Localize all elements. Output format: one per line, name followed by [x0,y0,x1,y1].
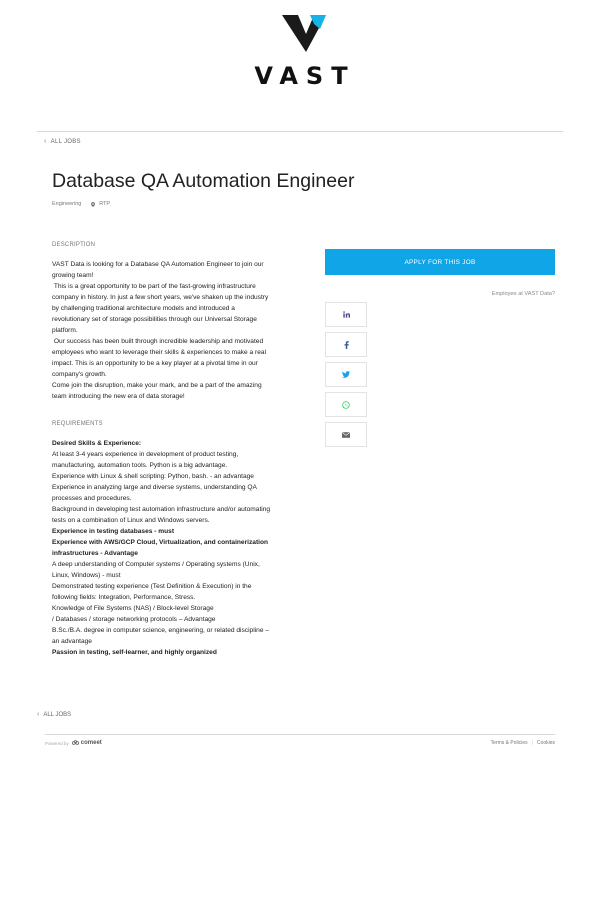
footer-separator: | [531,740,533,746]
linkedin-icon [343,311,350,318]
requirement-line: Experience in testing databases - must [52,528,175,535]
job-meta [52,201,110,207]
footer-divider [45,734,555,735]
requirement-line: A deep understanding of Computer systems / Operating systems (Unix, Linux, Windows) - must [52,561,260,579]
requirement-line: Experience with Linux & shell scripting: Python, bash. - an advantage [52,473,254,480]
job-details [52,240,272,658]
share-linkedin-button[interactable] [325,302,367,327]
description-heading: DESCRIPTION [52,242,96,248]
description-body [52,259,272,402]
powered-by-label: Powered by [45,740,69,746]
chevron-left-icon: ‹ [37,711,40,718]
comeet-logo-link[interactable] [72,740,102,746]
all-jobs-link-bottom[interactable] [37,711,71,718]
header-divider [37,131,563,132]
share-whatsapp-button[interactable] [325,392,367,417]
comeet-wordmark: comeet [80,740,102,746]
requirement-line: Experience in analyzing large and diverse systems, understanding QA processes and procedures. [52,484,257,502]
all-jobs-link-top[interactable] [44,138,81,145]
facebook-icon [344,341,349,349]
job-department: Engineering [52,201,82,207]
requirement-line: At least 3-4 years experience in development of product testing, manufacturing, automation tools. Python is a big advantage. [52,451,239,469]
terms-policies-link[interactable]: Terms & Policies [490,740,528,746]
requirement-line: Background in developing test automation infrastructure and/or automating tests on a combination of Linux and Windows servers. [52,506,271,524]
meta-separator: · [85,201,88,207]
requirements-body [52,438,272,658]
requirement-line: Desired Skills & Experience: [52,440,142,447]
requirement-line: Knowledge of File Systems (NAS) / Block-level Storage [52,605,214,612]
brand-wordmark: VAST [254,62,356,90]
powered-by [45,740,102,746]
chevron-left-icon: ‹ [44,138,47,145]
location-pin-icon [91,202,95,207]
description-paragraph: This is a great opportunity to be part of the fast-growing infrastructure company in history. In just a few short years, we've shaken up the industry by challenging traditional architecture models and introduced a revolutionary set of storage possibilities through our Universal Storage platform. [52,283,271,334]
requirement-line: B.Sc./B.A. degree in computer science, engineering, or related discipline – an advantage [52,627,269,645]
cookies-link[interactable]: Cookies [536,740,555,746]
email-icon [342,432,350,438]
whatsapp-icon [342,401,350,409]
requirement-line: Passion in testing, self-learner, and highly organized [52,649,217,656]
all-jobs-label: ALL JOBS [50,138,81,145]
requirements-heading: REQUIREMENTS [52,421,103,427]
share-email-button[interactable] [325,422,367,447]
requirement-line: Experience with AWS/GCP Cloud, Virtualization, and containerization infrastructures - Advantage [52,539,269,557]
apply-button[interactable]: APPLY FOR THIS JOB [325,249,555,275]
description-paragraph: Our success has been built through incredible leadership and motivated employees who want to leverage their skills & experiences to make a real impact. This is an opportunity to be a key player at a pivotal time in our company's growth. [52,338,268,378]
requirement-line: Demonstrated testing experience (Test Definition & Execution) in the following fields: Integration, Performance, Stress. [52,583,252,601]
twitter-icon [342,371,350,378]
job-location: RTP [99,201,111,207]
employee-link[interactable]: Employee at VAST Data? [491,291,555,297]
share-twitter-button[interactable] [325,362,367,387]
comeet-logo-icon [72,740,79,746]
job-title: Database QA Automation Engineer [52,170,355,192]
share-facebook-button[interactable] [325,332,367,357]
description-paragraph: VAST Data is looking for a Database QA Automation Engineer to join our growing team! [52,261,264,279]
description-paragraph: Come join the disruption, make your mark, and be a part of the amazing team introducing the new era of data storage! [52,382,262,400]
requirement-line: / Databases / storage networking protocols – Advantage [52,616,216,623]
all-jobs-label: ALL JOBS [43,711,72,718]
footer-links [491,740,555,746]
